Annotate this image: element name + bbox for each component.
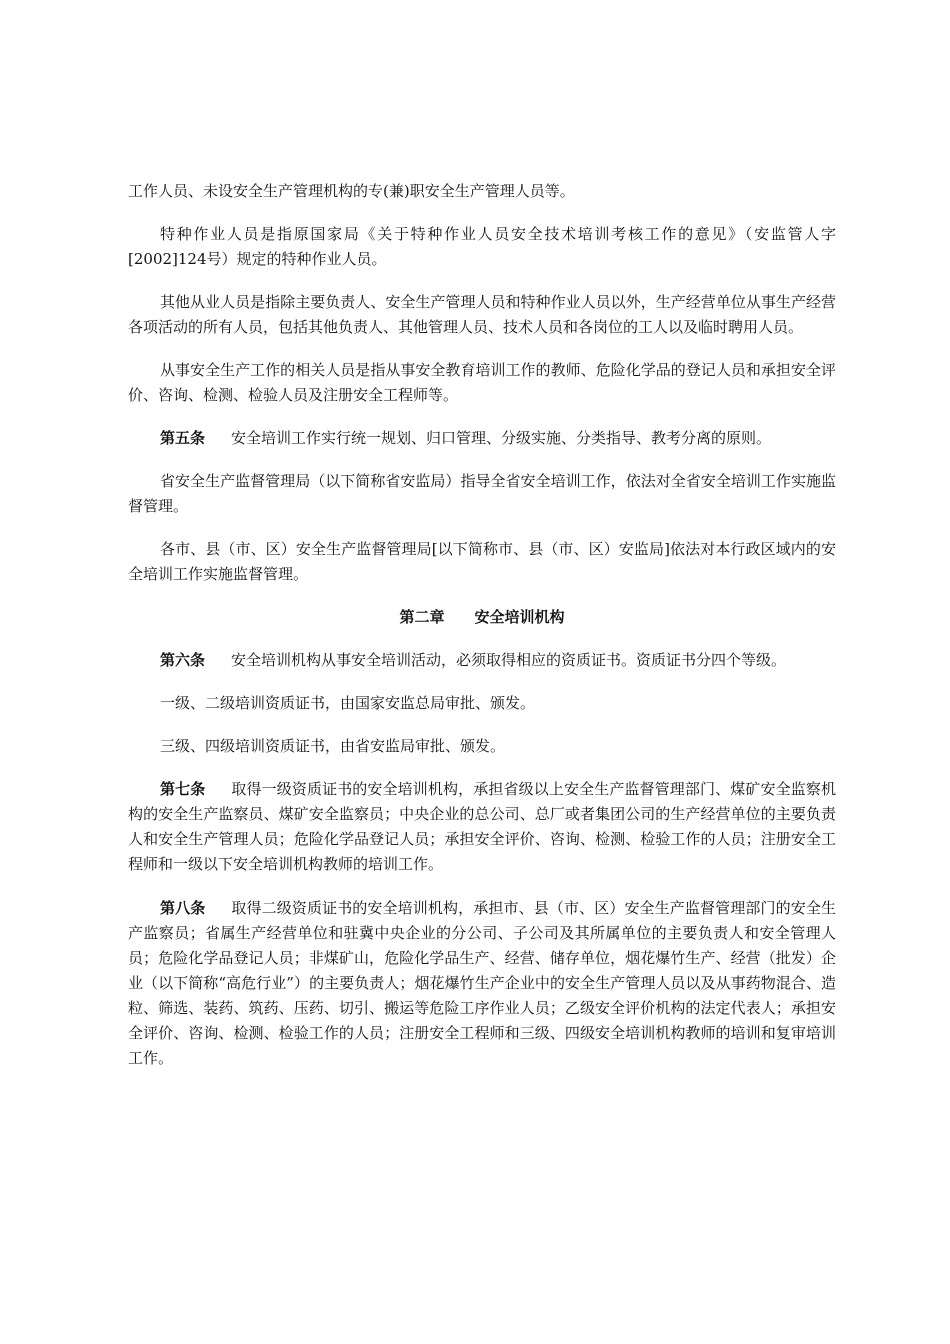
article-7-label: 第七条 <box>160 780 206 798</box>
paragraph-level-1-2: 一级、二级培训资质证书，由国家安监总局审批、颁发。 <box>160 694 536 712</box>
article-6 <box>128 648 836 673</box>
paragraph-level-3-4: 三级、四级培训资质证书，由省安监局审批、颁发。 <box>160 737 506 755</box>
article-7-text: 取得一级资质证书的安全培训机构，承担省级以上安全生产监督管理部门、煤矿安全监察机构的安全生产监察员、煤矿安全监察员；中央企业的总公司、总厂或者集团公司的生产经营单位的主要负责人和安全生产管理人员；危险化学品登记人员；承担安全评价、咨询、检测、检验工作的人员；注册安全工程师和一级以下安全培训机构教师的培训工作。 <box>128 780 836 873</box>
paragraph-other-employees: 其他从业人员是指除主要负责人、安全生产管理人员和特种作业人员以外，生产经营单位从事生产经营各项活动的所有人员，包括其他负责人、其他管理人员、技术人员和各岗位的工人以及临时聘用人员。 <box>128 293 836 336</box>
paragraph-special-operators: 特种作业人员是指原国家局《关于特种作业人员安全技术培训考核工作的意见》（安监管人字[2002]124号）规定的特种作业人员。 <box>128 225 836 268</box>
article-6-label: 第六条 <box>160 651 206 669</box>
article-8 <box>128 896 836 1071</box>
paragraph-provincial-bureau: 省安全生产监督管理局（以下简称省安监局）指导全省安全培训工作，依法对全省安全培训工作实施监督管理。 <box>128 472 836 515</box>
chapter-title: 安全培训机构 <box>474 608 565 626</box>
chapter-heading <box>128 605 836 630</box>
paragraph-continuation: 工作人员、未设安全生产管理机构的专(兼)职安全生产管理人员等。 <box>128 182 575 200</box>
article-5 <box>128 426 836 451</box>
document-page <box>128 179 836 1071</box>
article-6-text: 安全培训机构从事安全培训活动，必须取得相应的资质证书。资质证书分四个等级。 <box>231 651 787 669</box>
paragraph-related-personnel: 从事安全生产工作的相关人员是指从事安全教育培训工作的教师、危险化学品的登记人员和承担安全评价、咨询、检测、检验人员及注册安全工程师等。 <box>128 361 836 404</box>
paragraph-city-county-bureau: 各市、县（市、区）安全生产监督管理局[以下简称市、县（市、区）安监局]依法对本行政区域内的安全培训工作实施监督管理。 <box>128 540 836 583</box>
chapter-number: 第二章 <box>399 608 445 626</box>
article-8-label: 第八条 <box>160 899 206 917</box>
article-5-text: 安全培训工作实行统一规划、归口管理、分级实施、分类指导、教考分离的原则。 <box>231 429 772 447</box>
article-8-text: 取得二级资质证书的安全培训机构，承担市、县（市、区）安全生产监督管理部门的安全生产监察员；省属生产经营单位和驻冀中央企业的分公司、子公司及其所属单位的主要负责人和安全管理人员；危险化学品登记人员；非煤矿山，危险化学品生产、经营、储存单位，烟花爆竹生产、经营（批发）企业（以下简称“高危行业”）的主要负责人；烟花爆竹生产企业中的安全生产管理人员以及从事药物混合、造粒、筛选、装药、筑药、压药、切引、搬运等危险工序作业人员；乙级安全评价机构的法定代表人；承担安全评价、咨询、检测、检验工作的人员；注册安全工程师和三级、四级安全培训机构教师的培训和复审培训工作。 <box>128 899 836 1067</box>
article-5-label: 第五条 <box>160 429 206 447</box>
article-7 <box>128 777 836 877</box>
